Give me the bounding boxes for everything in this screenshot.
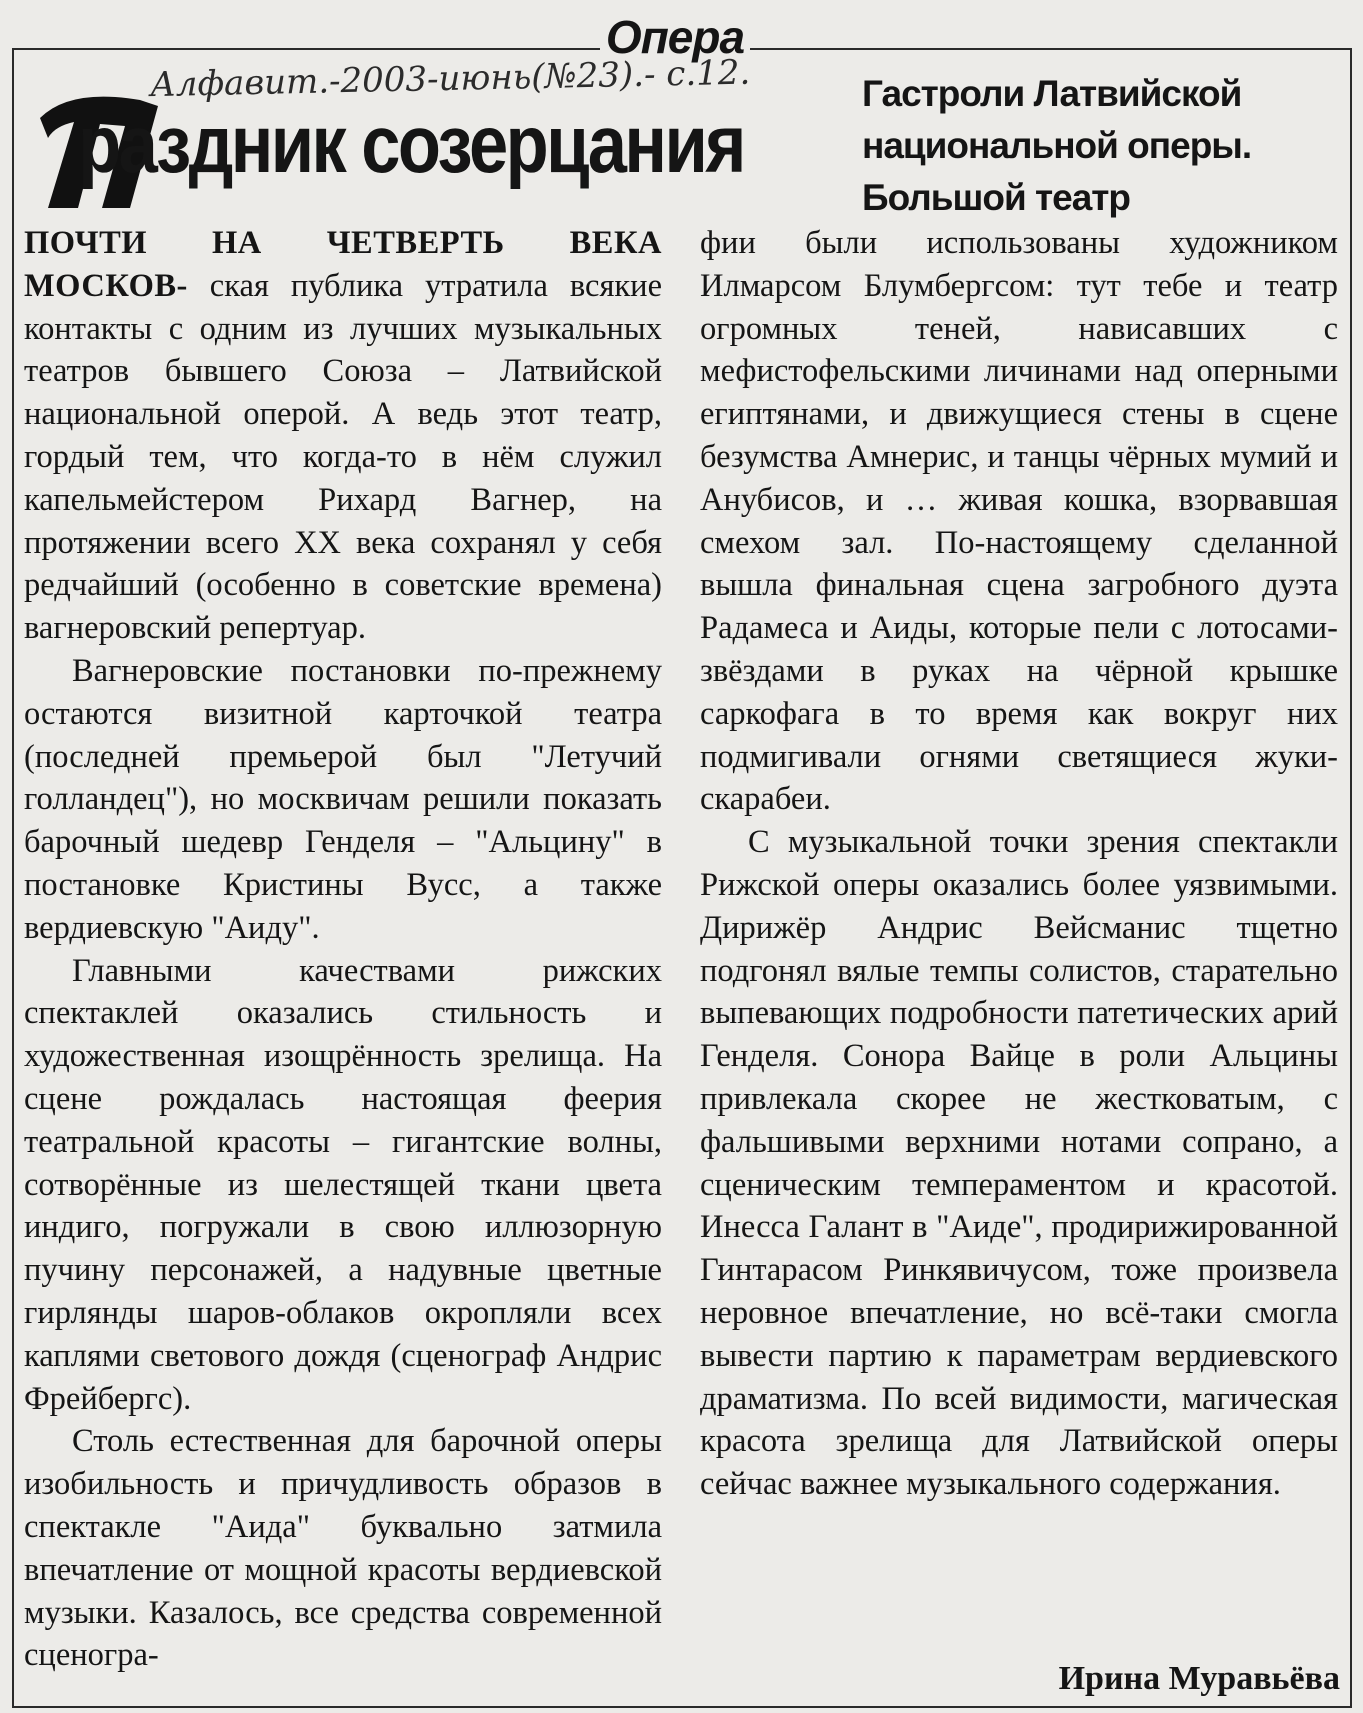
author-signature: Ирина Муравьёва [1058, 1660, 1340, 1697]
headline [30, 80, 744, 210]
headline-text: раздник созерцания [78, 99, 744, 190]
headline-drop-letter [30, 99, 78, 190]
subtitle-line-3: Большой театр [862, 177, 1130, 218]
left-paragraph-1 [24, 222, 662, 650]
right-paragraph-2: С музыкальной точки зрения спектакли Рижской оперы оказались более уязвимыми. Дирижёр Андрис Вейсманис тщетно подгонял вялые темпы солистов, старательно выпевающих подробности патетических арий Генделя. Сонора Вайце в роли Альцины привлекала скорее не жестковатым, с фальшивыми верхними нотами сопрано, а сценическим темпераментом и красотой. Инесса Галант в "Аиде", продирижированной Гинтарасом Ринкявичусом, тоже произвела неровное впечатление, но всё-таки смогла вывести партию к параметрам вердиевского драматизма. По всей видимости, магическая красота зрелища для Латвийской оперы сейчас важнее музыкального содержания. [700, 824, 1338, 1503]
subtitle-line-1: Гастроли Латвийской [862, 73, 1242, 114]
left-paragraph-1-text: ская публика утратила всякие контакты с одним из лучших музыкальных театров бывшего Союза – Латвийской национальной оперой. А ведь этот театр, гордый тем, что когда-то в нём служил капельмейстером Рихард Вагнер, на протяжении всего XX века сохранял у себя редчайший (особенно в советские времена) вагнеровский репертуар. [24, 267, 663, 647]
left-paragraph-3: Главными качествами рижских спектаклей оказались стильность и художественная изощрённость зрелища. На сцене рождалась настоящая феерия театральной красоты – гигантские волны, сотворённые из шелестящей ткани цвета индиго, погружали в свою иллюзорную пучину персонажей, а надувные цветные гирлянды шаров-облаков окропляли всех каплями светового дождя (сценограф Андрис Фрейбергс). [24, 952, 662, 1417]
right-paragraph-1: фии были использованы художником Илмарсом Блумбергсом: тут тебе и театр огромных теней, нависавших с мефистофельскими личинами над оперными египтянами, и движущиеся стены в сцене безумства Амнерис, и танцы чёрных мумий и Анубисов, и … живая кошка, взорвавшая смехом зал. По-настоящему сделанной вышла финальная сцена загробного дуэта Радамеса и Аиды, которые пели с лотосами-звёздами в руках на чёрной крышке саркофага в то время как вокруг них подмигивали огнями светящиеся жуки-скарабеи. [700, 225, 1338, 818]
subtitle [862, 68, 1332, 228]
left-column [24, 222, 663, 1674]
rubric-label: Опера [600, 8, 750, 66]
left-paragraph-2: Вагнеровские постановки по-прежнему остаются визитной карточкой театра (последней премьерой был "Летучий голландец"), но москвичам решили показать барочный шедевр Генделя – "Альцину" в постановке Кристины Вусс, а также вердиевскую "Аиду". [24, 652, 662, 946]
lead-in-caps: ПОЧТИ НА ЧЕТВЕРТЬ ВЕКА МОСКОВ- [24, 225, 662, 304]
left-paragraph-4: Столь естественная для барочной оперы изобильность и причудливость образов в спектакле "Аида" буквально затмила впечатление от мощной красоты вердиевской музыки. Казалось, все средства современной сценогра- [24, 1423, 662, 1674]
right-column [700, 222, 1338, 1662]
subtitle-line-2: национальной оперы. [862, 125, 1252, 166]
handwritten-citation-note: Алфавит.-2003-июнь(№23).- с.12. [149, 52, 751, 106]
